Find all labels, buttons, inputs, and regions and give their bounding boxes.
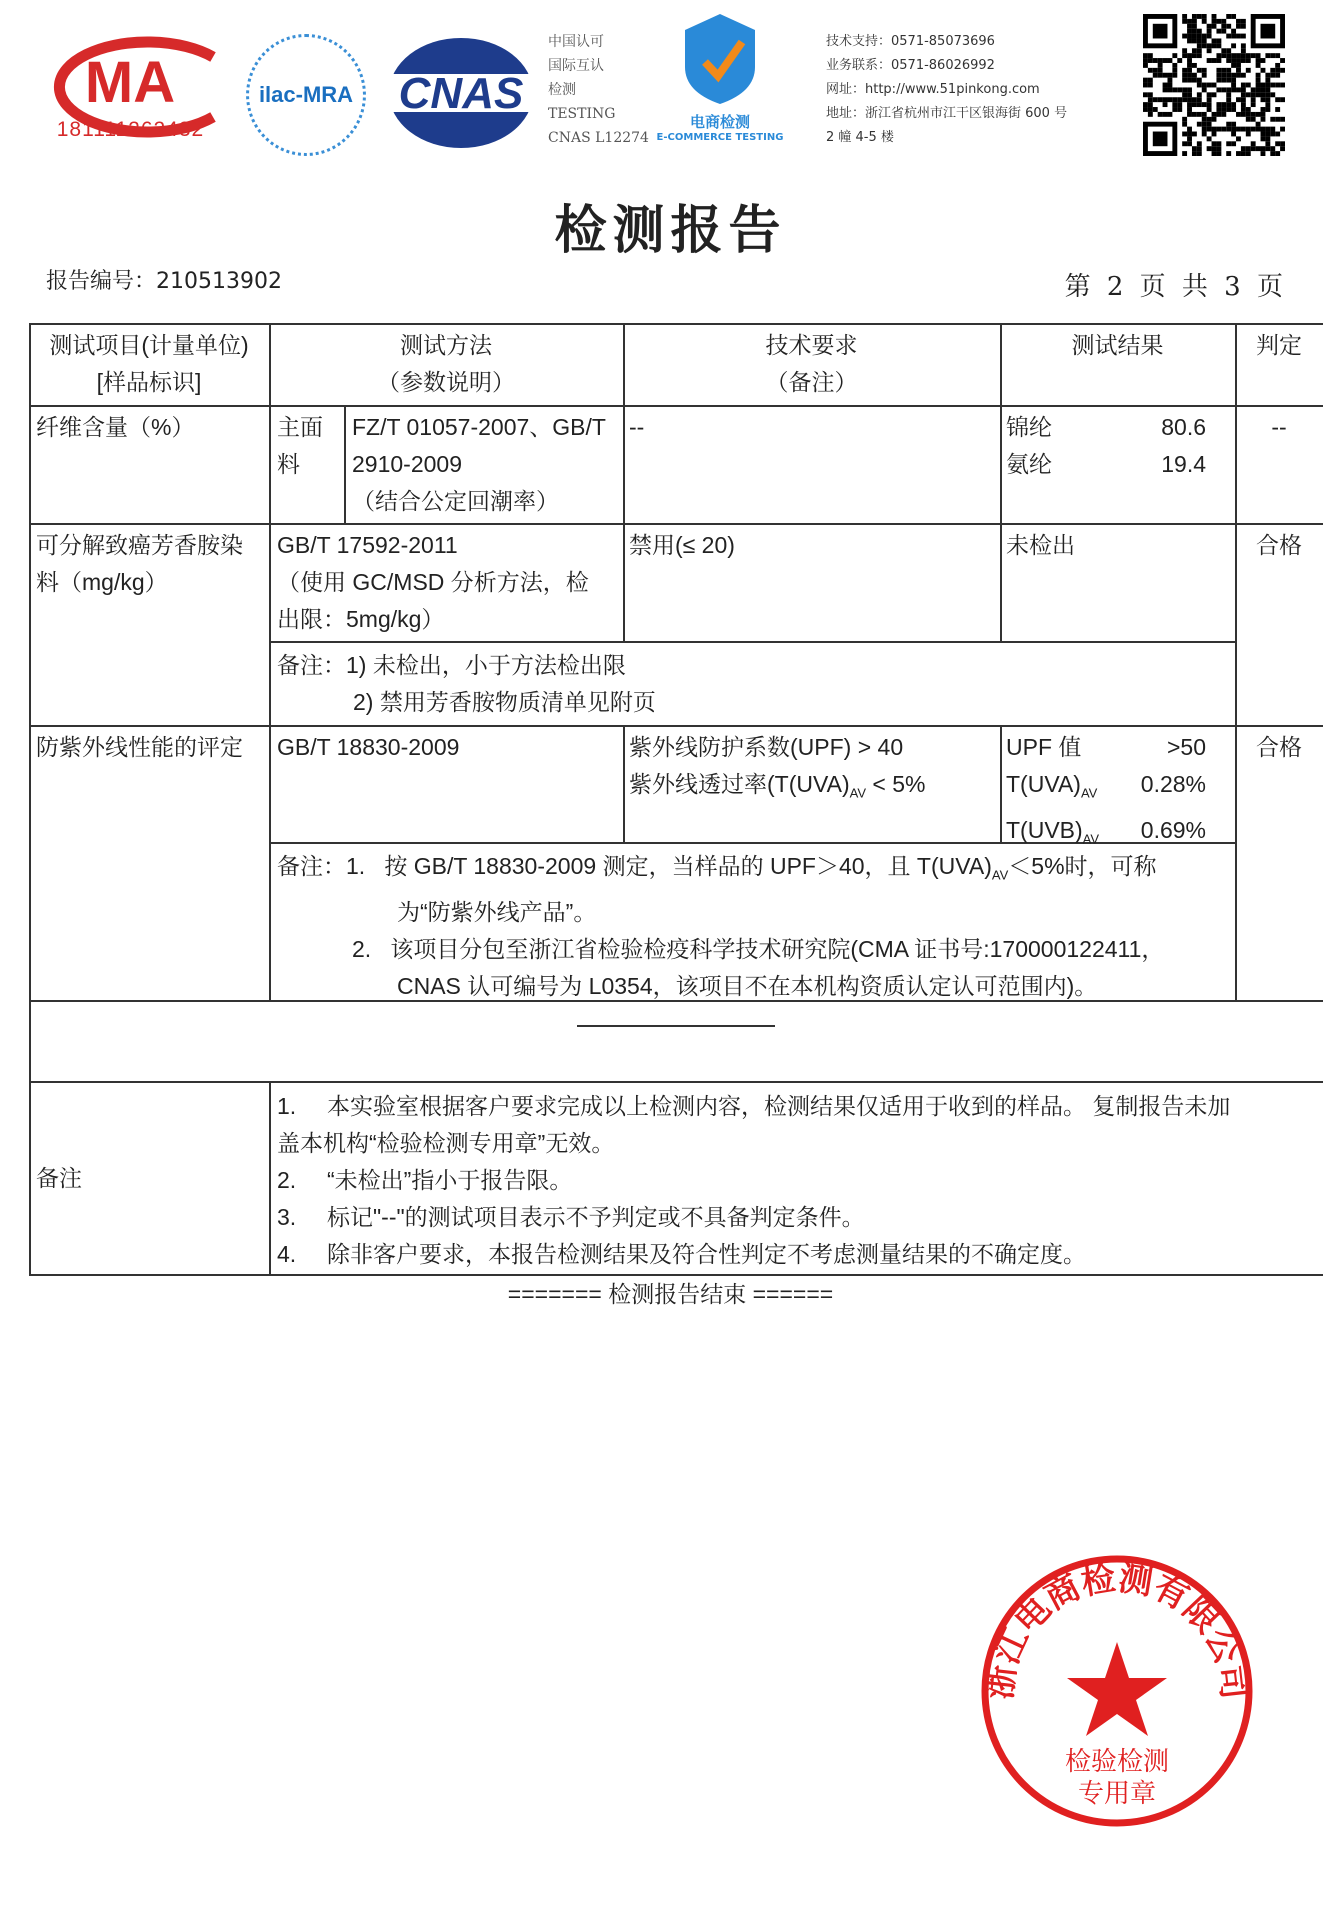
cnas-text-line: TESTING bbox=[548, 106, 616, 122]
result-value: >50 bbox=[1166, 734, 1206, 760]
remarks-label: 备注 bbox=[36, 1165, 82, 1191]
header-verdict: 判定 bbox=[1256, 332, 1302, 358]
contact-info bbox=[826, 30, 1067, 150]
subscript: AV bbox=[1080, 785, 1098, 801]
method-text: 出限：5mg/kg） bbox=[277, 606, 445, 632]
row2-result: 未检出 bbox=[1006, 532, 1075, 558]
row3-method: GB/T 18830-2009 bbox=[277, 734, 460, 760]
row3-item: 防紫外线性能的评定 bbox=[36, 734, 243, 760]
row2-notes bbox=[277, 647, 656, 721]
qr-code bbox=[1143, 14, 1285, 156]
item-text: 料（mg/kg） bbox=[36, 569, 168, 595]
req-text: 紫外线防护系数(UPF) > 40 bbox=[629, 734, 904, 760]
row2-requirement: 禁用(≤ 20) bbox=[629, 532, 735, 558]
method-text: 2910-2009 bbox=[352, 451, 462, 477]
contact-line: 业务联系：0571-86026992 bbox=[826, 58, 995, 73]
header-text: （参数说明） bbox=[377, 369, 515, 395]
remark-num: 2. bbox=[277, 1167, 297, 1193]
result-value: 19.4 bbox=[1161, 451, 1206, 477]
sample-text: 料 bbox=[277, 451, 300, 477]
header-test-item bbox=[29, 327, 269, 401]
row2-method bbox=[277, 527, 589, 638]
contact-line: 地址：浙江省杭州市江干区银海街 600 号 bbox=[826, 106, 1068, 121]
row1-method bbox=[352, 409, 606, 520]
stamp-line2: 专用章 bbox=[1077, 1779, 1157, 1809]
page-indicator: 第 2 页 共 3 页 bbox=[1064, 272, 1287, 302]
header-text: 测试方法 bbox=[400, 332, 492, 358]
cnas-text-line: 检测 bbox=[548, 82, 576, 98]
note-text: 为“防紫外线产品”。 bbox=[397, 898, 597, 925]
header-test-method bbox=[269, 327, 623, 401]
ecom-logo-cn: 电商检测 bbox=[689, 113, 750, 131]
req-text: 紫外线透过率(T(UVA) bbox=[629, 771, 850, 797]
note-text: 2) 禁用芳香胺物质清单见附页 bbox=[353, 689, 656, 715]
remark-num: 4. bbox=[277, 1241, 297, 1267]
page-title: 检测报告 bbox=[554, 200, 787, 261]
method-text: （结合公定回潮率） bbox=[352, 488, 559, 514]
remark-text: 本实验室根据客户要求完成以上检测内容，检测结果仅适用于收到的样品。 复制报告未加 bbox=[327, 1093, 1231, 1119]
row3-verdict: 合格 bbox=[1256, 734, 1302, 760]
cnas-logo bbox=[386, 36, 536, 150]
note-text: 该项目分包至浙江省检验检疫科学技术研究院(CMA 证书号:170000122411， bbox=[390, 935, 1165, 962]
result-label: UPF 值 bbox=[1006, 734, 1082, 760]
remark-text: 盖本机构“检验检测专用章”无效。 bbox=[277, 1130, 615, 1156]
ecommerce-testing-logo bbox=[650, 12, 790, 147]
note-text: CNAS 认可编号为 L0354，该项目不在本机构资质认定认可范围内)。 bbox=[397, 972, 1098, 999]
sample-text: 主面 bbox=[277, 414, 323, 440]
stamp-line1: 检验检测 bbox=[1064, 1747, 1170, 1777]
remark-text: 除非客户要求，本报告检测结果及符合性判定不考虑测量结果的不确定度。 bbox=[327, 1241, 1086, 1267]
remark-num: 1. bbox=[277, 1093, 297, 1119]
cnas-text-line: 国际互认 bbox=[548, 58, 604, 74]
row1-item: 纤维含量（%） bbox=[36, 414, 195, 440]
note-text: 备注：1. bbox=[277, 853, 366, 879]
remark-text: “未检出”指小于报告限。 bbox=[327, 1167, 573, 1193]
header-text: 测试项目(计量单位) bbox=[49, 332, 249, 358]
header-requirement bbox=[623, 327, 1000, 401]
ilac-mra-logo: ilac-MRA bbox=[246, 34, 366, 156]
star-icon bbox=[1067, 1642, 1167, 1736]
result-label: T(UVB) bbox=[1006, 816, 1083, 843]
contact-line: 技术支持：0571-85073696 bbox=[826, 34, 995, 49]
result-value: 80.6 bbox=[1161, 414, 1206, 440]
header-result: 测试结果 bbox=[1071, 332, 1164, 358]
row1-sample bbox=[277, 409, 323, 483]
header-text: [样品标识] bbox=[96, 369, 202, 395]
svg-text:MA: MA bbox=[84, 50, 176, 115]
remark-num: 3. bbox=[277, 1204, 297, 1230]
result-label: 锦纶 bbox=[1006, 414, 1052, 440]
header-text: （备注） bbox=[765, 369, 858, 395]
method-text: GB/T 17592-2011 bbox=[277, 532, 458, 558]
note-text: 2. bbox=[352, 935, 372, 962]
cnas-text-line: CNAS L12274 bbox=[548, 130, 649, 146]
item-text: 可分解致癌芳香胺染 bbox=[36, 532, 243, 558]
row2-verdict: 合格 bbox=[1256, 532, 1302, 558]
row3-requirement bbox=[629, 729, 925, 812]
shield-check-icon bbox=[650, 12, 790, 107]
method-text: （使用 GC/MSD 分析方法，检 bbox=[277, 569, 589, 595]
note-text: 按 GB/T 18830-2009 测定，当样品的 UPF＞40，且 T(UVA) bbox=[384, 853, 992, 879]
subscript: AV bbox=[849, 785, 867, 801]
row1-results bbox=[1006, 409, 1206, 483]
stamp-company: 浙江电商检测有限公司 bbox=[979, 1558, 1255, 1702]
row3-results bbox=[1006, 729, 1206, 857]
req-text: < 5% bbox=[866, 771, 926, 797]
note-text: ＜5%时，可称 bbox=[1008, 853, 1157, 879]
report-number: 报告编号：210513902 bbox=[46, 269, 282, 294]
header-text: 技术要求 bbox=[765, 332, 858, 358]
subscript: AV bbox=[991, 867, 1009, 883]
report-end-marker: ======= 检测报告结束 ====== bbox=[507, 1281, 834, 1307]
remarks-list bbox=[277, 1088, 1230, 1273]
remark-text: 标记"--"的测试项目表示不予判定或不具备判定条件。 bbox=[327, 1204, 865, 1230]
result-value: 0.69% bbox=[1140, 816, 1206, 843]
ecom-logo-en: E-COMMERCE TESTING bbox=[656, 132, 784, 143]
contact-line: 2 幢 4-5 楼 bbox=[826, 130, 894, 145]
note-text: 备注：1) 未检出，小于方法检出限 bbox=[277, 652, 626, 678]
result-label: T(UVA) bbox=[1006, 771, 1081, 797]
row1-requirement: -- bbox=[629, 414, 645, 440]
result-label: 氨纶 bbox=[1006, 451, 1052, 477]
cnas-text-line: 中国认可 bbox=[548, 34, 604, 50]
row1-verdict: -- bbox=[1271, 414, 1287, 440]
contact-line: 网址：http://www.51pinkong.com bbox=[826, 82, 1040, 97]
method-text: FZ/T 01057-2007、GB/T bbox=[352, 414, 606, 440]
result-value: 0.28% bbox=[1140, 771, 1206, 797]
svg-text:CNAS: CNAS bbox=[398, 69, 524, 118]
official-seal-stamp bbox=[978, 1552, 1256, 1830]
cnas-text bbox=[548, 30, 649, 150]
row3-notes bbox=[277, 848, 1164, 1005]
cma-number: 181111262432 bbox=[56, 118, 205, 141]
subscript: AV bbox=[1082, 831, 1100, 847]
row2-item bbox=[36, 527, 243, 601]
